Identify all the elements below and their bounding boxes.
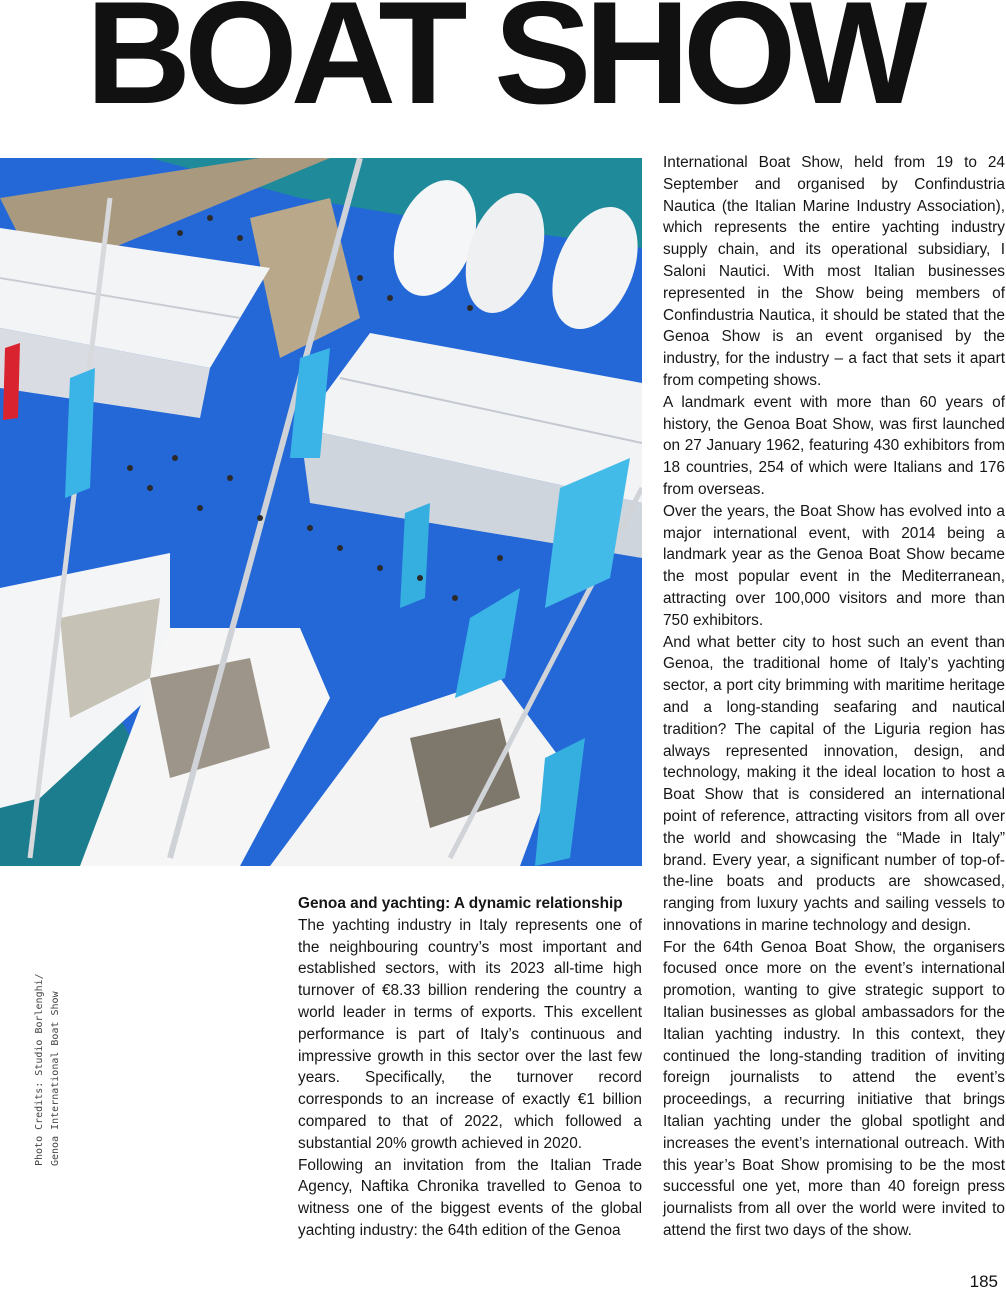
article-paragraph: The yachting industry in Italy represents one of the neighbouring country’s most important and established sectors, with its 2023 all-time high turnover of €8.33 billion rendering the country a world leader in terms of exports. This excellent performance is part of Italy’s continuous and impressive growth in this sector over the last few years. Specifically, the turnover record corresponds to an increase of exactly €1 billion compared to that of 2022, which followed a substantial 20% growth achieved in 2020. — [298, 916, 642, 1152]
aerial-marina-illustration — [0, 158, 642, 866]
article-paragraph: Following an invitation from the Italian Trade Agency, Naftika Chronika travelled to Genoa to witness one of the biggest events of the global yachting industry: the 64th edition of the Genoa — [298, 1156, 642, 1239]
section-subhead: Genoa and yachting: A dynamic relationship — [298, 895, 623, 912]
photo-credit-line: Genoa International Boat Show — [50, 991, 61, 1166]
article-column-right — [663, 152, 1005, 1242]
page-title: BOAT SHOW — [85, 0, 921, 134]
article-paragraph: And what better city to host such an event than Genoa, the traditional home of Italy’s yachting sector, a port city brimming with maritime heritage and a long-standing seafaring and nautical tradition? The capital of the Liguria region has always represented innovation, design, and technology, making it the ideal location to host a Boat Show that is considered an international point of reference, attracting visitors from all over the world and showcasing the “Made in Italy” brand. Every year, a significant number of top-of-the-line boats and products are showcased, ranging from luxury yachts and sailing vessels to innovations in marine technology and design. — [663, 633, 1005, 934]
photo-credit-line: Photo Credits: Studio Borlenghi/ — [34, 973, 45, 1166]
article-paragraph: A landmark event with more than 60 years of history, the Genoa Boat Show, was first launched on 27 January 1962, featuring 430 exhibitors from 18 countries, 254 of which were Italians and 176 from overseas. — [663, 393, 1005, 498]
article-paragraph: For the 64th Genoa Boat Show, the organisers focused once more on the event’s international promotion, wanting to give strategic support to Italian businesses as global ambassadors for the Italian yachting industry. In this context, they continued the long-standing tradition of inviting foreign journalists to attend the event’s proceedings, a recurring initiative that brings Italian yachting under the global spotlight and increases the event’s international outreach. With this year’s Boat Show promising to be the most successful one yet, more than 40 foreign press journalists from all over the world were invited to attend the first two days of the show. — [663, 938, 1005, 1240]
article-paragraph: Over the years, the Boat Show has evolved into a major international event, with 2014 being a landmark year as the Genoa Boat Show became the most popular event in the Mediterranean, attracting over 100,000 visitors and more than 750 exhibitors. — [663, 502, 1005, 629]
event-photo — [0, 158, 642, 866]
article-column-left — [298, 893, 642, 1242]
photo-credit — [32, 966, 68, 1166]
page-number: 185 — [969, 1272, 998, 1291]
article-paragraph: International Boat Show, held from 19 to 24 September and organised by Confindustria Nautica (the Italian Marine Industry Association), which represents the entire yachting industry supply chain, and its operational subsidiary, I Saloni Nautici. With most Italian businesses represented in the Show being members of Confindustria Nautica, it should be stated that the Genoa Show is an event organised by the industry, for the industry – a fact that sets it apart from competing shows. — [663, 154, 1005, 389]
